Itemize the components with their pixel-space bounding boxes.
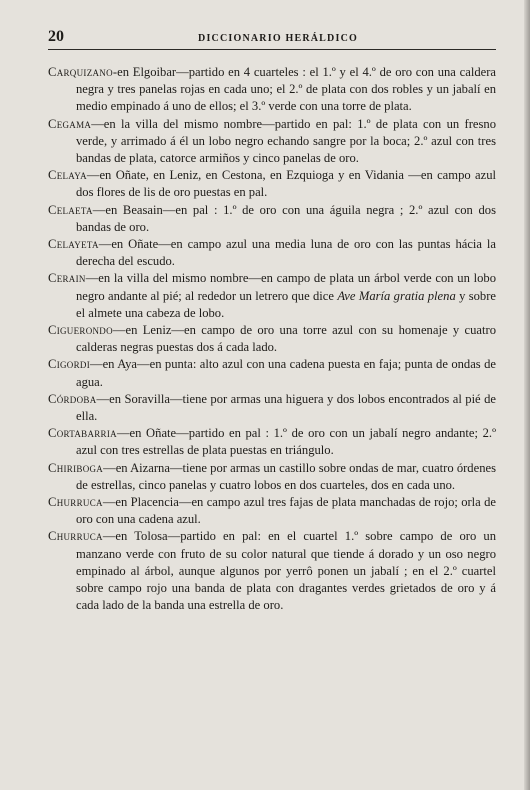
entry-name: Celayeta [48,237,99,252]
dictionary-entry [48,494,496,528]
dictionary-entry [48,270,496,322]
entry-text: —en Soravilla—tiene por armas una higuera y dos lobos encontrados al pié de ella. [76,391,496,424]
page-edge-shadow [524,0,530,790]
entry-name: Churruca [48,529,103,544]
dictionary-entry [48,528,496,614]
entry-text: —en Oñate—partido en pal : 1.º de oro con un jabalí negro andante; 2.º azul con tres estrellas de plata puestas en triángulo. [76,426,496,458]
dictionary-entry [48,202,496,236]
dictionary-entry [48,236,496,270]
dictionary-entries [48,64,496,615]
header-rule [48,49,496,50]
entry-name: Celaya [48,168,87,183]
dictionary-entry [48,167,496,201]
entry-name: Cegama [48,116,92,131]
entry-text: —en la villa del mismo nombre—partido en pal: 1.º de plata con un fresno verde, y arrimado á él un lobo negro echando sangre por la boca; 2.º azul con tres bandas de plata, catorce armiños y cinco panelas de oro. [76,116,496,166]
entry-name: Cigordi [48,357,90,372]
dictionary-entry [48,356,496,390]
entry-text: —en Placencia—en campo azul tres fajas de plata manchadas de rojo; orla de oro con una cadena azul. [76,495,496,527]
entry-text: —en Oñate—en campo azul una media luna de oro con las puntas hácia la derecha del escudo. [76,237,496,269]
dictionary-entry [48,391,496,425]
entry-text: y sobre el almete una cabeza de lobo. [76,288,496,320]
entry-name: Córdoba [48,391,97,406]
entry-name: Cortabarria [48,426,117,441]
page-header [48,28,488,46]
entry-text: —en Aizarna—tiene por armas un castillo sobre ondas de mar, cuatro órdenes de estrellas, cinco panelas y cuatro lobos en dos cuarteles, dos en cada uno. [76,460,496,492]
dictionary-entry [48,322,496,356]
dictionary-entry [48,64,496,116]
entry-text: —en Tolosa—partido en pal: en el cuartel 1.º sobre campo de oro un manzano verde con fruto de su color natural que tiende á dorado y un oso negro empinado al árbol, aunque algunos por yerrô ponen un jabalí ; en el 2.º cuartel sobre campo rojo una banda de plata con dragantes verdes grietados de oro y á cada lado de la banda una estrella de oro. [76,529,496,613]
dictionary-entry [48,116,496,168]
entry-text: —en Oñate, en Leniz, en Cestona, en Ezquioga y en Vidania —en campo azul dos flores de lis de oro puestas en pal. [76,168,496,200]
entry-name: Chiriboga [48,460,104,475]
running-title: DICCIONARIO HERÁLDICO [198,33,358,44]
entry-motto: Ave María gratia plena [337,288,456,303]
entry-text: —en Leniz—en campo de oro una torre azul con su homenaje y cuatro calderas negras puestas dos á cada lado. [76,323,496,355]
page-number: 20 [48,28,64,45]
entry-text: -en Elgoibar—partido en 4 cuarteles : el 1.º y el 4.º de oro con una caldera negra y tres panelas rojas en cada uno; el 2.º de plata con dos robles y un jabalí en medio empinado á uno de ellos; el 3.º verde con una torre de plata. [76,65,496,114]
dictionary-entry [48,425,496,459]
entry-text: —en Aya—en punta: alto azul con una cadena puesta en faja; punta de ondas de agua. [76,357,496,389]
entry-name: Carquizano [48,65,113,79]
entry-text: —en la villa del mismo nombre—en campo de plata un árbol verde con un lobo negro andante al pié; al rededor un letrero que dice [76,271,496,303]
entry-text: —en Beasain—en pal : 1.º de oro con una águila negra ; 2.º azul con dos bandas de oro. [76,202,496,234]
entry-name: Churruca [48,495,103,510]
entry-name: Cerain [48,271,86,286]
entry-name: Celaeta [48,202,93,217]
entry-name: Ciguerondo [48,323,113,338]
dictionary-entry [48,460,496,494]
